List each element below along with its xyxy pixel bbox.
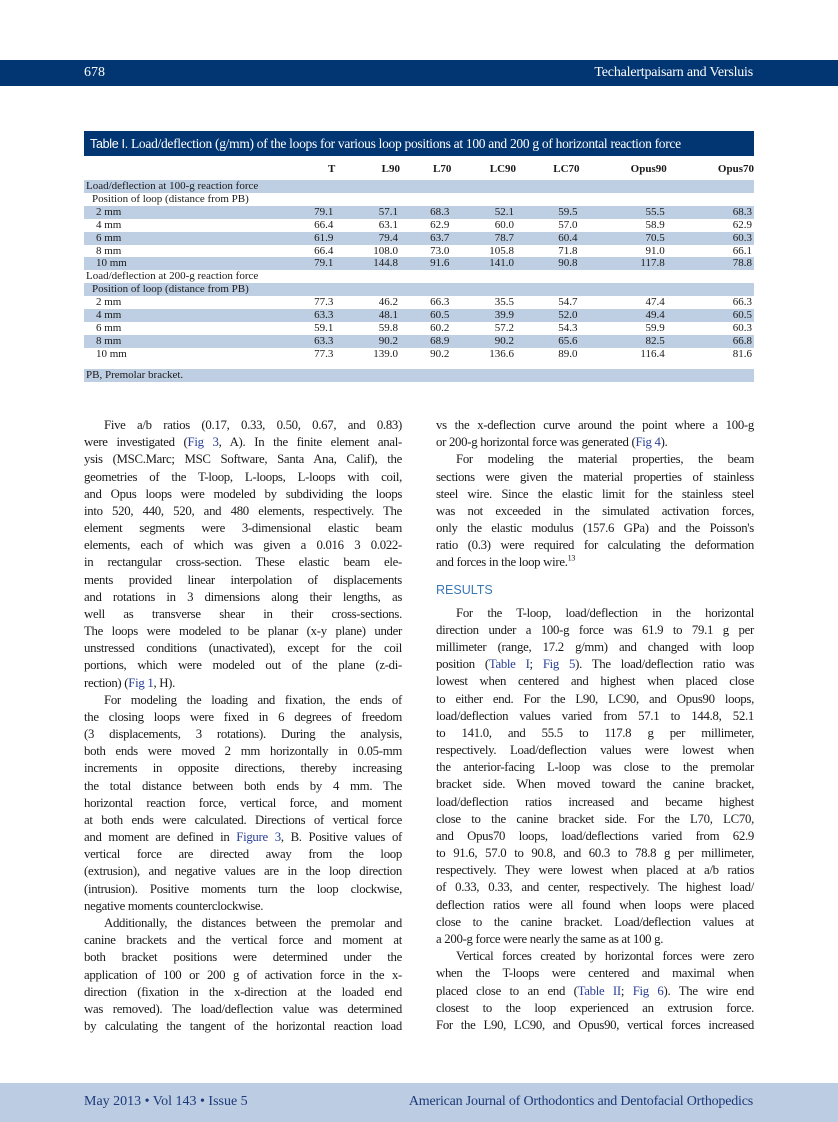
text-line: Additionally, the distances between the premolar and [104,915,402,930]
table-row [84,296,754,309]
table-cell: 141.0 [451,257,516,270]
text-line: respectively. Load/deflection values were lowest when [436,743,754,758]
table-cell: 73.0 [430,244,450,257]
text-line: to either end. For the L90, LC90, and Opus90 loops, [436,691,754,706]
column-header: L90 [381,163,401,176]
table-cell: 57.1 [335,206,400,219]
table-cell: 90.8 [516,257,580,270]
table-cell: 55.5 [580,206,667,219]
table-row [84,219,754,232]
text-line: or 200-g horizontal force was generated (Fig 4). [436,435,668,450]
row-label: 8 mm [84,335,284,348]
table-row [84,270,754,283]
table-cell: 66.1 [732,244,752,257]
table-row [84,322,754,335]
text-line: a 200-g force were nearly the same as at 100 g. [436,931,664,946]
table-cell: 66.3 [430,296,450,309]
text-line: was not exceeded in the simulated activation forces, [436,503,754,518]
text-line: was removed). The load/deflection value was determined [84,1001,402,1016]
figure-reference-link[interactable]: Figure 3 [236,830,281,845]
text-line: closest to the loop experienced an extrusion force. [436,1000,754,1015]
table-cell: 35.5 [494,296,515,309]
table-row [84,232,754,245]
citation-superscript[interactable]: 13 [567,554,576,564]
text-line: position (Table I; Fig 5). The load/deflection ratio was [436,657,755,672]
table-cell: 105.8 [489,244,515,257]
table-footnote: PB, Premolar bracket. [84,369,754,382]
text-line: elements, each of which was given a 0.016 3 0.022- [84,538,402,553]
text-line: and Opus loops were modeled by subdividing the loops [84,486,402,501]
table-cell: 48.1 [335,309,400,322]
figure-reference-link[interactable]: Fig 3 [187,435,219,450]
text-line: For the T-loop, load/deflection in the horizontal [456,605,754,620]
text-line: and moment are defined in Figure 3, B. Positive values of [84,830,403,845]
table-cell: 59.5 [516,206,580,219]
text-line: steel wire. Since the elastic limit for the stainless steel [436,486,754,501]
table-cell: 63.1 [378,218,399,231]
row-label: Load/deflection at 200-g reaction force [86,270,259,283]
text-line: and Opus70 loops, load/deflections varied from 62.9 [436,828,754,843]
table-cell: 116.4 [640,347,665,360]
text-line: application of 100 or 200 g of activation force in the x- [84,967,402,982]
column-header: T [328,163,336,176]
text-line: load/deflection ratios increased and became highest [436,794,754,809]
table-cell: 82.5 [580,335,667,348]
figure-reference-link[interactable]: Fig 5 [542,657,576,672]
table-cell: 71.8 [558,244,578,257]
text-line: well as transverse shear in their cross-sections. [84,606,402,621]
text-line: bracket side. When moved toward the canine bracket, [436,777,754,792]
row-label: Position of loop (distance from PB) [84,283,754,296]
paragraph [436,417,754,451]
row-label: 10 mm [84,257,284,270]
table-cell: 54.3 [558,321,578,334]
table-cell: 79.1 [284,206,335,219]
table-cell: 68.3 [400,206,451,219]
text-line: of 0.33, 0.33, and center, respectively. The highest load/ [436,880,754,895]
table-row [84,257,754,270]
table-row [84,283,754,296]
text-line: placed close to an end (Table II; Fig 6). The wire end [436,983,754,998]
data-table [84,162,754,361]
text-line: respectively. They were lowest when placed at a/b ratios [436,863,754,878]
table-cell: 46.2 [378,296,399,309]
figure-reference-link[interactable]: Table II [577,983,621,998]
paragraph [84,417,402,692]
text-line: ysis (MSC.Marc; MSC Software, Santa Ana, Calif), the [84,452,402,467]
table-cell: 62.9 [430,218,450,231]
text-line: geometries of the T-loop, L-loops, L-loops with coil, [84,469,402,484]
figure-reference-link[interactable]: Fig 4 [635,435,661,450]
paragraph [436,451,754,571]
table-cell: 144.8 [335,257,400,270]
table-row [84,180,754,193]
text-line: and rotations in 3 dimensions along their lengths, as [84,589,402,604]
text-line: (3 displacements, 3 rotations). During the analysis, [84,727,402,742]
column-header: L70 [433,163,452,176]
table-cell: 77.3 [314,347,334,360]
text-line: vertical force are directed away from the loop [84,847,402,862]
text-line: load/deflection values varied from 57.1 to 144.8, 52.1 [436,708,754,723]
text-line: close to the canine bracket. Load/deflection values at [436,914,754,929]
text-line: increments in opposite directions, thereby increasing [84,761,402,776]
text-line: For modeling the loading and fixation, the ends of [104,692,402,707]
text-line: Five a/b ratios (0.17, 0.33, 0.50, 0.67, and 0.83) [104,418,402,432]
column-header: Opus90 [630,163,667,176]
table-cell: 78.7 [451,232,516,245]
table-cell: 108.0 [373,244,399,257]
text-line: by calculating the tangent of the horizontal reaction load [84,1019,402,1034]
row-label: 8 mm [96,244,122,257]
table-cell: 77.3 [314,296,334,309]
table-cell: 79.1 [284,257,335,270]
text-line: rection) (Fig 1, H). [84,675,176,690]
table-cell: 90.2 [430,347,450,360]
text-line: to 141.0, and 55.5 to 117.8 g per millimeter, [436,725,754,740]
table-cell: 59.8 [378,321,399,334]
issue-info: May 2013 • Vol 143 • Issue 5 [84,1094,248,1109]
table-title: Load/deflection (g/mm) of the loops for various loop positions at 100 and 200 g of horizontal reaction force [130,136,681,151]
table-row [84,193,754,206]
text-line: unstressed conditions (unactivated), except for the coil [84,641,402,656]
table-cell: 62.9 [732,218,752,231]
text-line: (intrusion). Positive moments turn the loop clockwise, [84,881,402,896]
text-line: lowest when centered and highest when placed close [436,674,754,689]
table-cell: 90.2 [451,335,516,348]
row-label: 6 mm [96,321,122,334]
table-cell: 79.4 [335,232,400,245]
paragraph [436,948,754,1034]
table-cell: 59.1 [314,321,334,334]
row-label: 6 mm [84,232,284,245]
table-cell: 89.0 [558,347,578,360]
text-line: only the elastic modulus (157.6 GPa) and the Poisson's [436,521,754,536]
column-header: LC90 [489,163,517,176]
table-cell: 90.2 [335,335,400,348]
row-label: 2 mm [96,296,122,309]
text-line: ments provided linear interpolation of displacements [84,572,402,587]
text-line: The loops were modeled to be planar (x-y plane) under [84,624,402,639]
table-1 [84,131,754,382]
table-cell: 60.2 [430,321,450,334]
row-label: Position of loop (distance from PB) [92,192,249,205]
table-cell: 49.4 [580,309,667,322]
text-line: Vertical forces created by horizontal forces were zero [456,949,754,964]
text-line: horizontal reaction force, vertical force, and moment [84,795,402,810]
text-line: millimeter (range, 17.2 g/mm) and changed with loop [436,640,754,655]
table-cell: 136.6 [489,347,515,360]
table-row [84,245,754,258]
figure-reference-link[interactable]: Table I [488,657,530,672]
table-cell: 52.1 [451,206,516,219]
table-header-row [84,162,754,180]
table-cell: 117.8 [580,257,667,270]
table-cell: 139.0 [373,347,399,360]
running-head-authors: Techalertpaisarn and Versluis [594,65,753,80]
text-line: both ends were moved 2 mm horizontally in 0.05-mm [84,744,402,759]
table-cell: 68.3 [667,206,754,219]
text-line: (extrusion), and negative values are in the loop direction [84,864,402,879]
text-line: when the T-loops were centered and maximal when [436,966,754,981]
text-line: ratio (0.3) were required for calculating the deformation [436,538,754,553]
page-footer [0,1083,838,1122]
table-row [84,206,754,219]
table-cell: 63.7 [400,232,451,245]
paragraph [84,915,402,1035]
table-caption [84,131,754,156]
table-cell: 47.4 [645,296,665,309]
row-label: 10 mm [96,347,127,360]
text-line: in rectangular cross-section. These elastic beam ele- [84,555,402,570]
text-line: For the L90, LC90, and Opus90, vertical forces increased [436,1017,754,1032]
text-line: were investigated (Fig 3, A). In the finite element anal- [84,435,402,450]
column-header: Opus70 [717,163,754,176]
table-cell: 70.5 [580,232,667,245]
text-line: into 520, 440, 520, and 480 elements, respectively. The [84,503,402,518]
text-line: to 91.6, 57.0 to 90.8, and 60.3 to 78.8 g per millimeter, [436,846,754,861]
table-cell: 60.5 [667,309,754,322]
column-header: LC70 [553,163,580,176]
table-cell: 39.9 [451,309,516,322]
page-number: 678 [84,65,105,80]
table-cell: 78.8 [667,257,754,270]
table-cell: 63.3 [284,309,335,322]
table-cell: 54.7 [558,296,578,309]
page-header [0,60,838,86]
table-cell: 60.0 [494,218,515,231]
paragraph [84,692,402,915]
table-cell: 60.4 [516,232,580,245]
table-cell: 60.3 [732,321,752,334]
text-line: the anterior-facing L-loop was close to the premolar [436,760,754,775]
table-cell: 66.4 [314,218,334,231]
text-line: at both ends were calculated. Directions of vertical force [84,812,402,827]
table-cell: 91.0 [645,244,665,257]
table-cell: 66.8 [667,335,754,348]
left-column [84,417,402,1035]
text-line: direction under a 100-g force was 61.9 to 79.1 g per [436,622,754,637]
table-cell: 60.3 [667,232,754,245]
section-heading: RESULTS [436,582,493,597]
table-cell: 65.6 [516,335,580,348]
text-line: the total distance between both ends by 4 mm. The [84,778,402,793]
table-row [84,309,754,322]
text-line: direction (fixation in the x-direction at the loaded end [84,984,402,999]
figure-reference-link[interactable]: Fig 1 [128,675,154,690]
table-cell: 58.9 [645,218,665,231]
table-cell: 66.3 [732,296,752,309]
right-column [436,417,754,1034]
text-line: For modeling the material properties, the beam [456,452,754,467]
text-line: portions, which were modeled out of the plane (z-di- [84,658,402,673]
text-line: and forces in the loop wire.$^{13}$ [436,554,576,570]
table-cell: 66.4 [314,244,334,257]
table-cell: 60.5 [400,309,451,322]
text-line: sections were given the material properties of stainless [436,469,754,484]
table-label: Table I. [90,137,128,151]
row-label: 2 mm [84,206,284,219]
text-line: deflection ratios were all found when loops were placed [436,897,754,912]
row-label: 4 mm [84,309,284,322]
table-cell: 91.6 [400,257,451,270]
row-label: 4 mm [96,218,122,231]
row-label: Load/deflection at 100-g reaction force [84,180,754,193]
table-cell: 52.0 [516,309,580,322]
table-cell: 63.3 [284,335,335,348]
text-line: element segments were 3-dimensional elastic beam [84,521,402,536]
text-line: both bracket positions were determined under the [84,950,402,965]
text-line: vs the x-deflection curve around the point where a 100-g [436,418,754,432]
table-cell: 61.9 [284,232,335,245]
table-cell: 59.9 [645,321,665,334]
figure-reference-link[interactable]: Fig 6 [632,983,664,998]
text-line: canine brackets and the vertical force and moment at [84,933,402,948]
journal-name: American Journal of Orthodontics and Dentofacial Orthopedics [408,1094,753,1109]
text-line: negative moments counterclockwise. [84,898,264,913]
table-cell: 81.6 [732,347,752,360]
paragraph [436,605,754,948]
text-line: the closing loops were fixed in 6 degrees of freedom [84,709,402,724]
table-cell: 57.0 [558,218,578,231]
table-row [84,348,754,361]
table-cell: 68.9 [400,335,451,348]
table-row [84,335,754,348]
column-header [84,162,284,180]
table-cell: 57.2 [494,321,515,334]
text-line: close to the canine bracket side. For the L70, LC70, [436,811,754,826]
